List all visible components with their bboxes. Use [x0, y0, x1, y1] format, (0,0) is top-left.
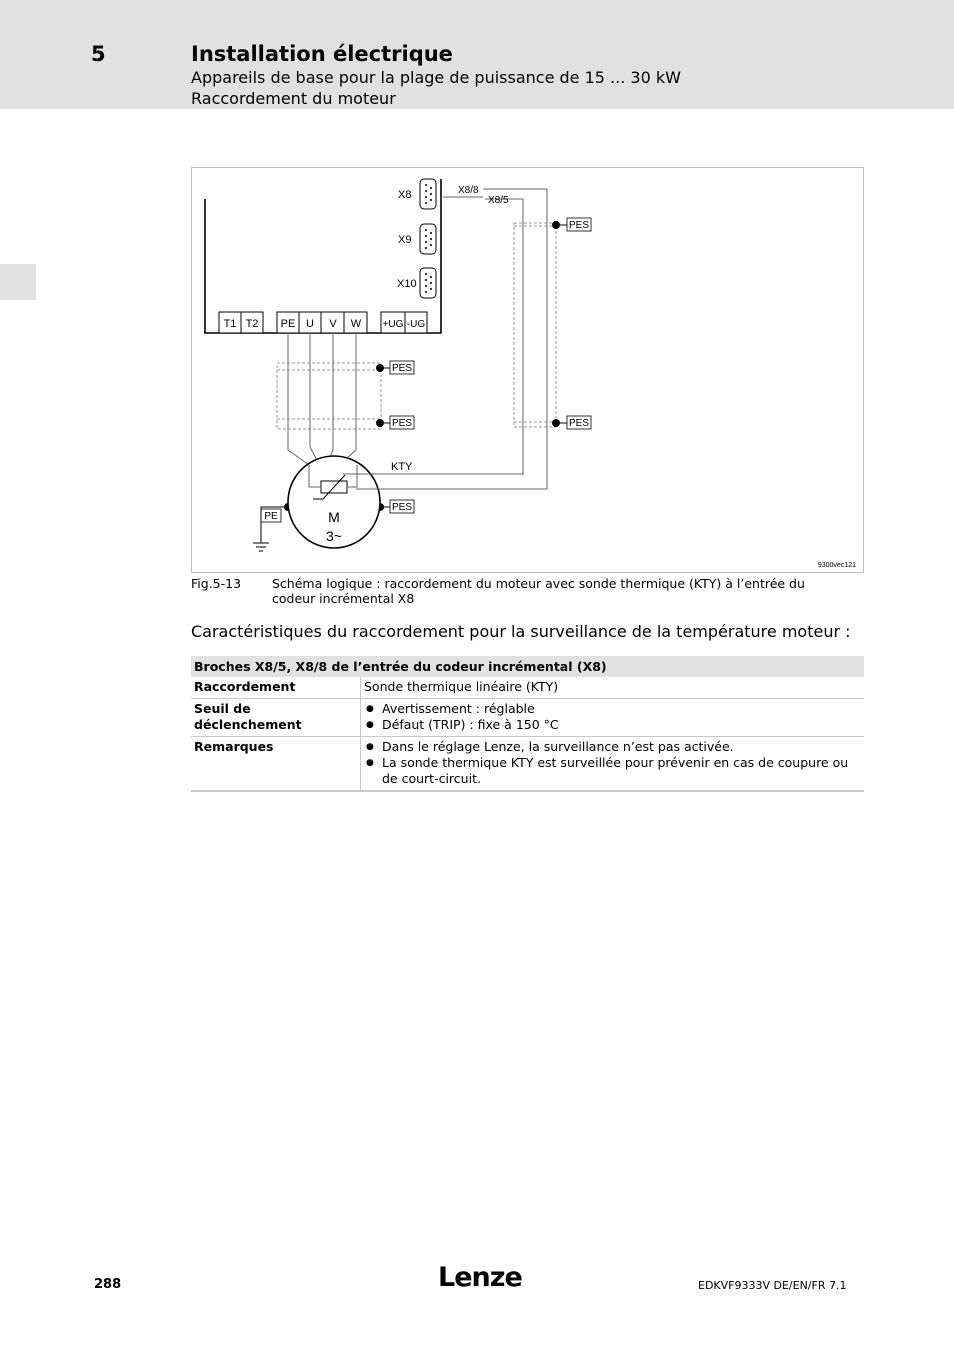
row-label: Raccordement — [191, 677, 361, 699]
list-item: ● Avertissement : réglable — [364, 701, 861, 717]
label-x8: X8 — [398, 189, 412, 201]
pes-label-2: PES — [391, 418, 413, 429]
connector-x9 — [420, 224, 436, 254]
motor-phase-label: 3~ — [326, 528, 342, 544]
figure-caption-text: Schéma logique : raccordement du moteur avec sonde thermique (KTY) à l’entrée du codeur incrémental X8 — [272, 576, 805, 606]
chapter-number: 5 — [91, 42, 106, 66]
terminal-pe: PE — [280, 318, 296, 330]
pe-label: PE — [264, 511, 278, 522]
table-row — [191, 699, 864, 737]
chapter-title: Installation électrique — [191, 42, 453, 66]
connector-x8 — [420, 179, 436, 209]
lenze-logo: Lenze — [438, 1262, 522, 1293]
row-value — [361, 737, 865, 792]
subtitle-power-range: Appareils de base pour la plage de puissance de 15 ... 30 kW — [191, 68, 681, 87]
figure-id: 9300vec121 — [817, 562, 856, 569]
pes-label-1: PES — [391, 363, 413, 374]
subtitle-motor-connection: Raccordement du moteur — [191, 89, 396, 108]
row-value — [361, 699, 865, 737]
figure-caption-number: Fig.5-13 — [191, 576, 242, 591]
terminal-plus-ug: +UG — [382, 319, 404, 330]
connector-x10 — [420, 268, 436, 298]
pes-label-3: PES — [391, 502, 413, 513]
header-band — [0, 0, 954, 109]
label-x9: X9 — [398, 234, 412, 246]
wiring-diagram — [191, 167, 864, 573]
label-x10: X10 — [397, 278, 417, 290]
terminal-minus-ug: -UG — [406, 319, 426, 330]
section-heading: Caractéristiques du raccordement pour la surveillance de la température moteur : — [191, 622, 851, 641]
list-item: ● Défaut (TRIP) : fixe à 150 °C — [364, 717, 861, 733]
page-number: 288 — [94, 1277, 122, 1292]
document-id: EDKVF9333V DE/EN/FR 7.1 — [698, 1279, 847, 1292]
list-item: ● La sonde thermique KTY est surveillée pour prévenir en cas de coupure ou de court-circuit. — [364, 755, 861, 787]
list-item: ● Dans le réglage Lenze, la surveillance n’est pas activée. — [364, 739, 861, 755]
terminal-t2: T2 — [245, 318, 259, 330]
row-label: Remarques — [191, 737, 361, 792]
row-label: Seuil de déclenchement — [191, 699, 361, 737]
kty-label: KTY — [391, 461, 413, 473]
row-value: Sonde thermique linéaire (KTY) — [361, 677, 865, 699]
terminal-u: U — [306, 318, 314, 330]
label-x8-5: X8/5 — [488, 195, 509, 206]
motor-m-label: M — [328, 509, 340, 525]
table-row — [191, 737, 864, 792]
label-x8-8: X8/8 — [458, 185, 479, 196]
characteristics-table — [191, 656, 864, 792]
chapter-side-tab — [0, 264, 36, 300]
terminal-w: W — [350, 318, 362, 330]
table-row — [191, 677, 864, 699]
table-header: Broches X8/5, X8/8 de l’entrée du codeur incrémental (X8) — [191, 656, 864, 677]
pes-label-5: PES — [568, 418, 590, 429]
terminal-v: V — [329, 318, 337, 330]
terminal-t1: T1 — [223, 318, 237, 330]
pes-label-4: PES — [568, 220, 590, 231]
